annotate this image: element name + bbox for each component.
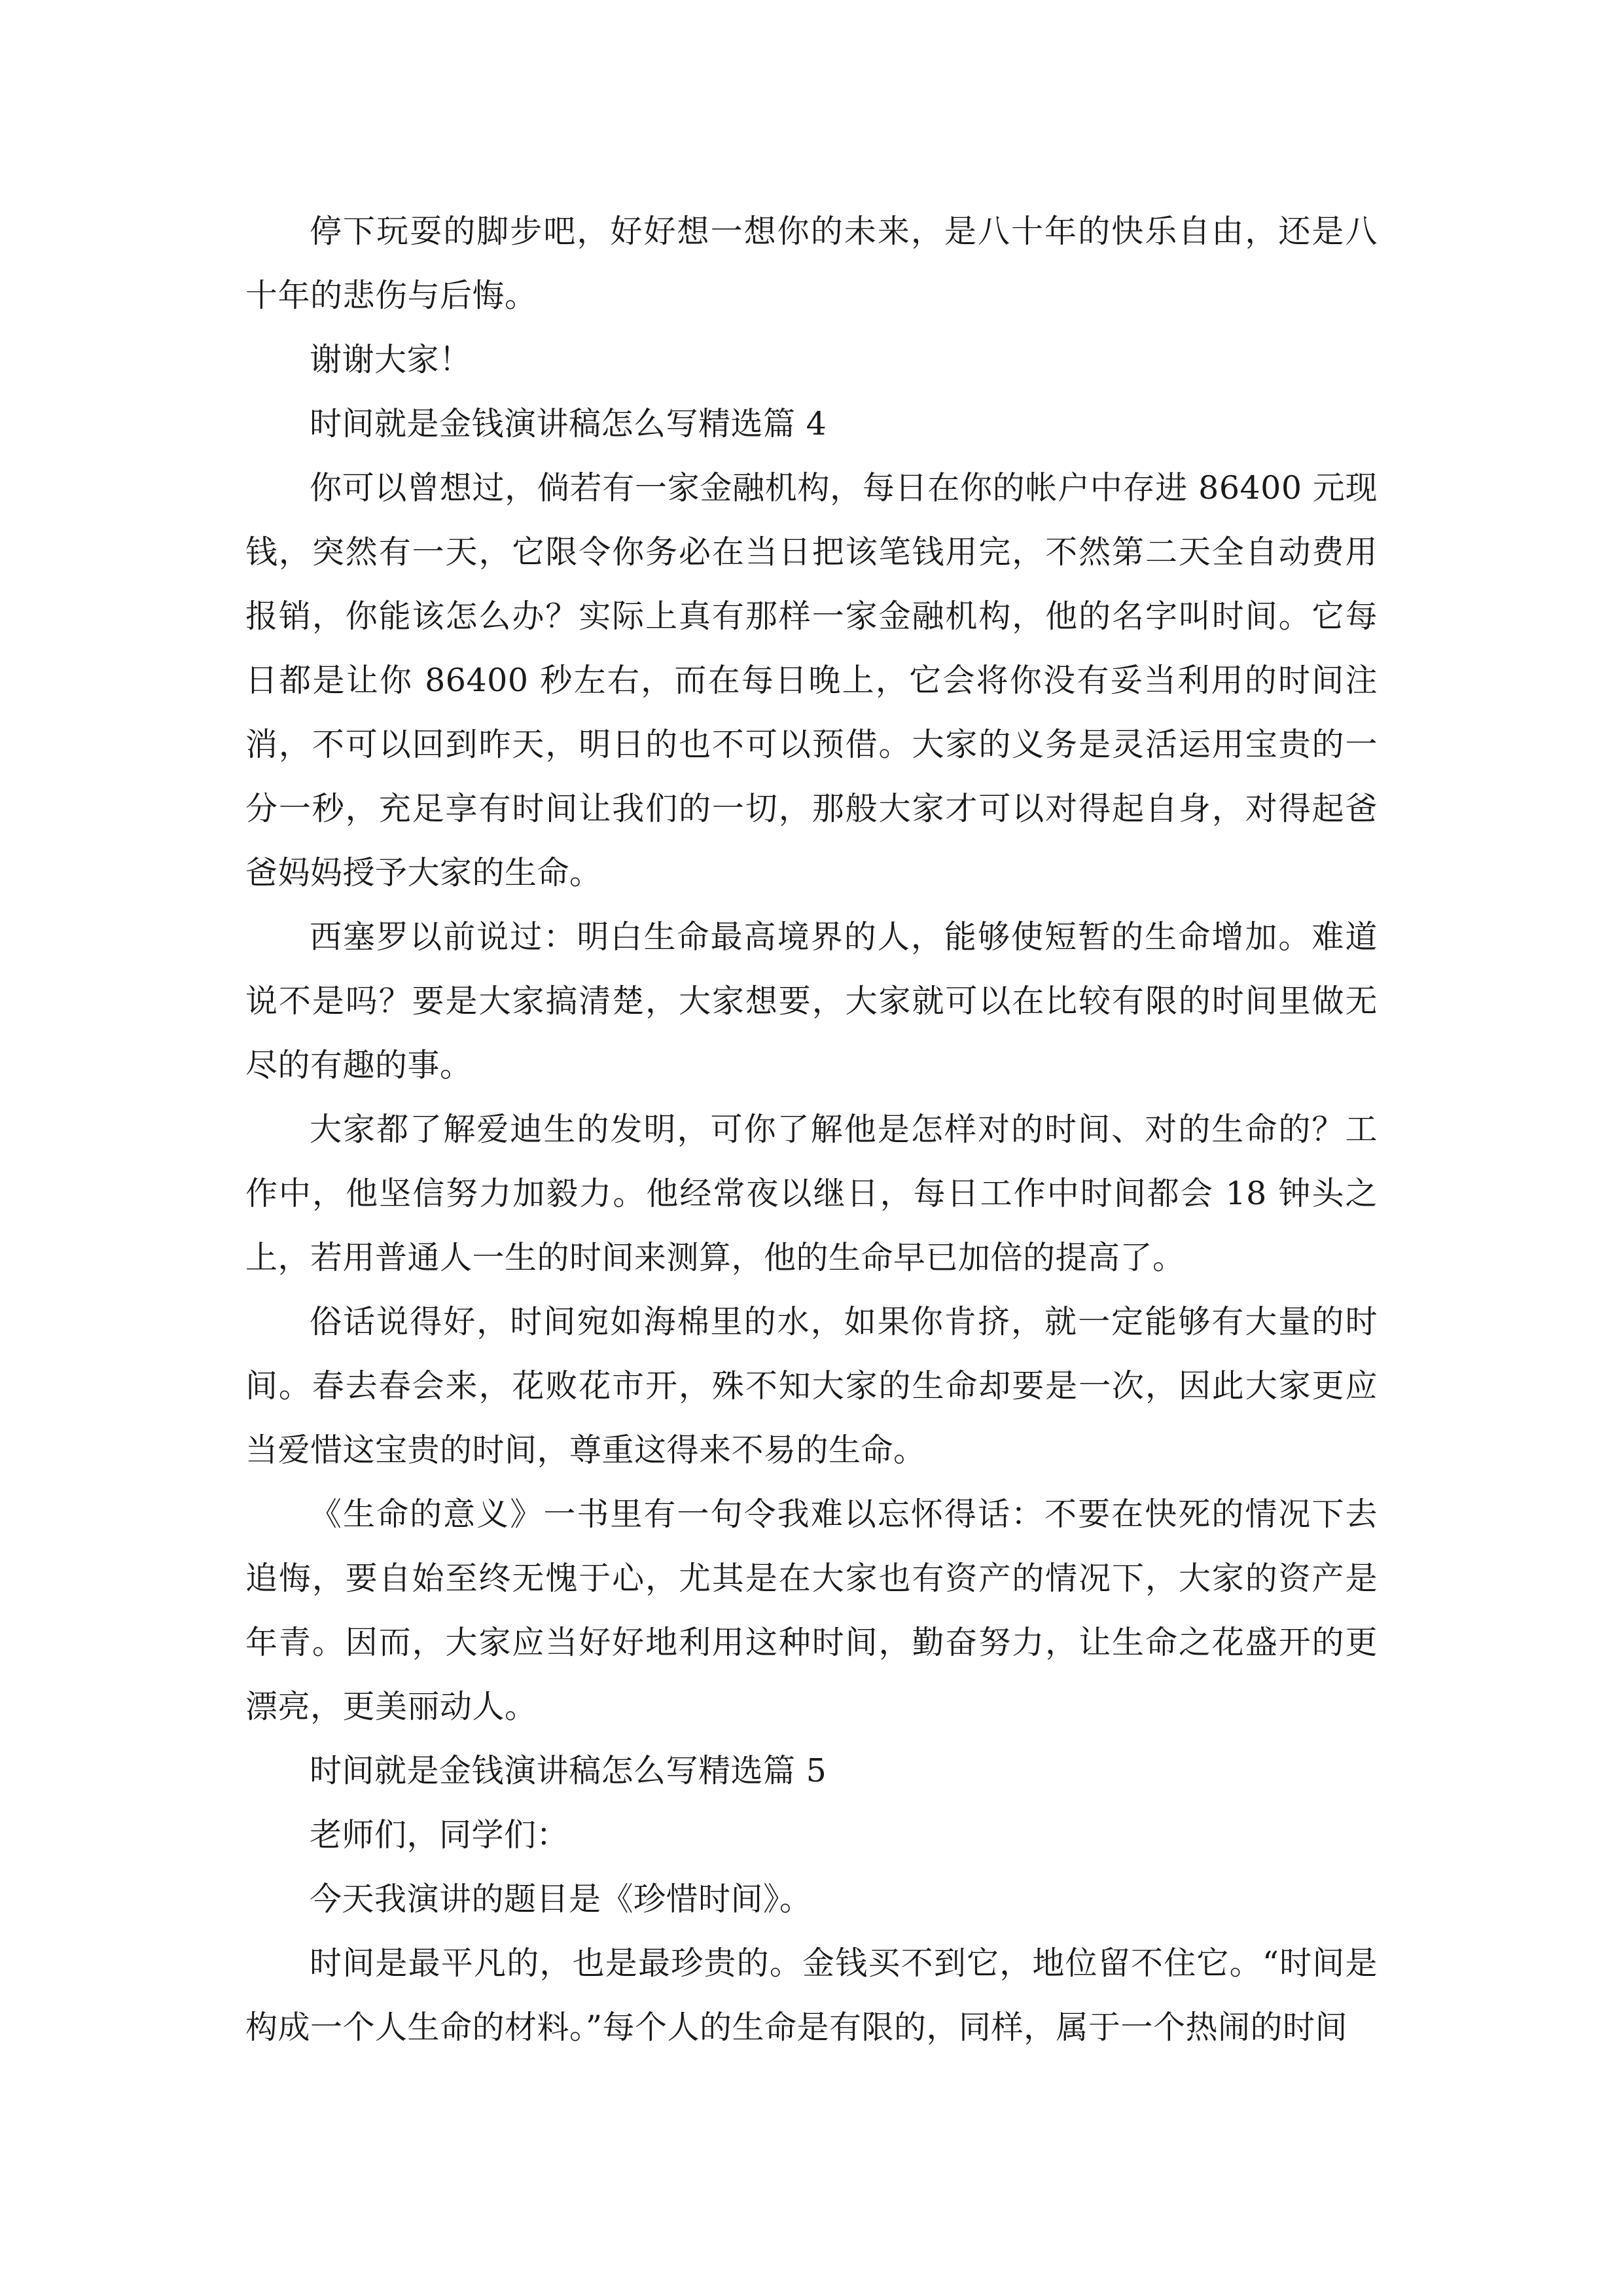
paragraph-cicero: 西塞罗以前说过：明白生命最高境界的人，能够使短暂的生命增加。难道说不是吗？要是大家搞清楚，大家想要，大家就可以在比较有限的时间里做无尽的有趣的事。 [245,918,1378,1084]
section-heading-4: 时间就是金钱演讲稿怎么写精选篇 4 [310,405,827,442]
paragraph-speech-title: 今天我演讲的题目是《珍惜时间》。 [310,1880,812,1918]
paragraph-bank-analogy: 你可以曾想过，倘若有一家金融机构，每日在你的帐户中存进 86400 元现钱，突然有一天，它限令你务必在当日把该笔钱用完，不然第二天全自动费用报销，你能该怎么办？实际上真有那样一家金融机构，他的名字叫时间。它每日都是让你 86400 秒左右，而在每日晚上，它会将你没有妥当利用的时间注消，不可以回到昨天，明日的也不可以预借。大家的义务是灵活运用宝贵的一分一秒，充足享有时间让我们的一切，那般大家才可以对得起自身，对得起爸爸妈妈授予大家的生命。 [245,469,1378,891]
paragraph-time-precious: 时间是最平凡的，也是最珍贵的。金钱买不到它，地位留不住它。“时间是构成一个人生命的材料。”每个人的生命是有限的，同样，属于一个热闹的时间 [245,1945,1378,2046]
paragraph-greeting: 老师们，同学们： [310,1816,569,1854]
paragraph-meaning-of-life: 《生命的意义》一书里有一句令我难以忘怀得话：不要在快死的情况下去追悔，要自始至终无愧于心，尤其是在大家也有资产的情况下，大家的资产是年青。因而，大家应当好好地利用这种时间，勤奋努力，让生命之花盛开的更漂亮，更美丽动人。 [245,1496,1378,1725]
section-heading-5: 时间就是金钱演讲稿怎么写精选篇 5 [310,1752,827,1789]
paragraph-thanks: 谢谢大家！ [310,341,472,378]
paragraph-closing-reflection: 停下玩耍的脚步吧，好好想一想你的未来，是八十年的快乐自由，还是八十年的悲伤与后悔。 [245,213,1378,314]
body-text [245,200,1378,2060]
paragraph-edison: 大家都了解爱迪生的发明，可你了解他是怎样对的时间、对的生命的？工作中，他坚信努力加毅力。他经常夜以继日，每日工作中时间都会 18 钟头之上，若用普通人一生的时间来测算，他的生命早已加倍的提高了。 [245,1111,1378,1276]
paragraph-sponge: 俗话说得好，时间宛如海棉里的水，如果你肯挤，就一定能够有大量的时间。春去春会来，花败花市开，殊不知大家的生命却要是一次，因此大家更应当爱惜这宝贵的时间，尊重这得来不易的生命。 [245,1303,1378,1469]
